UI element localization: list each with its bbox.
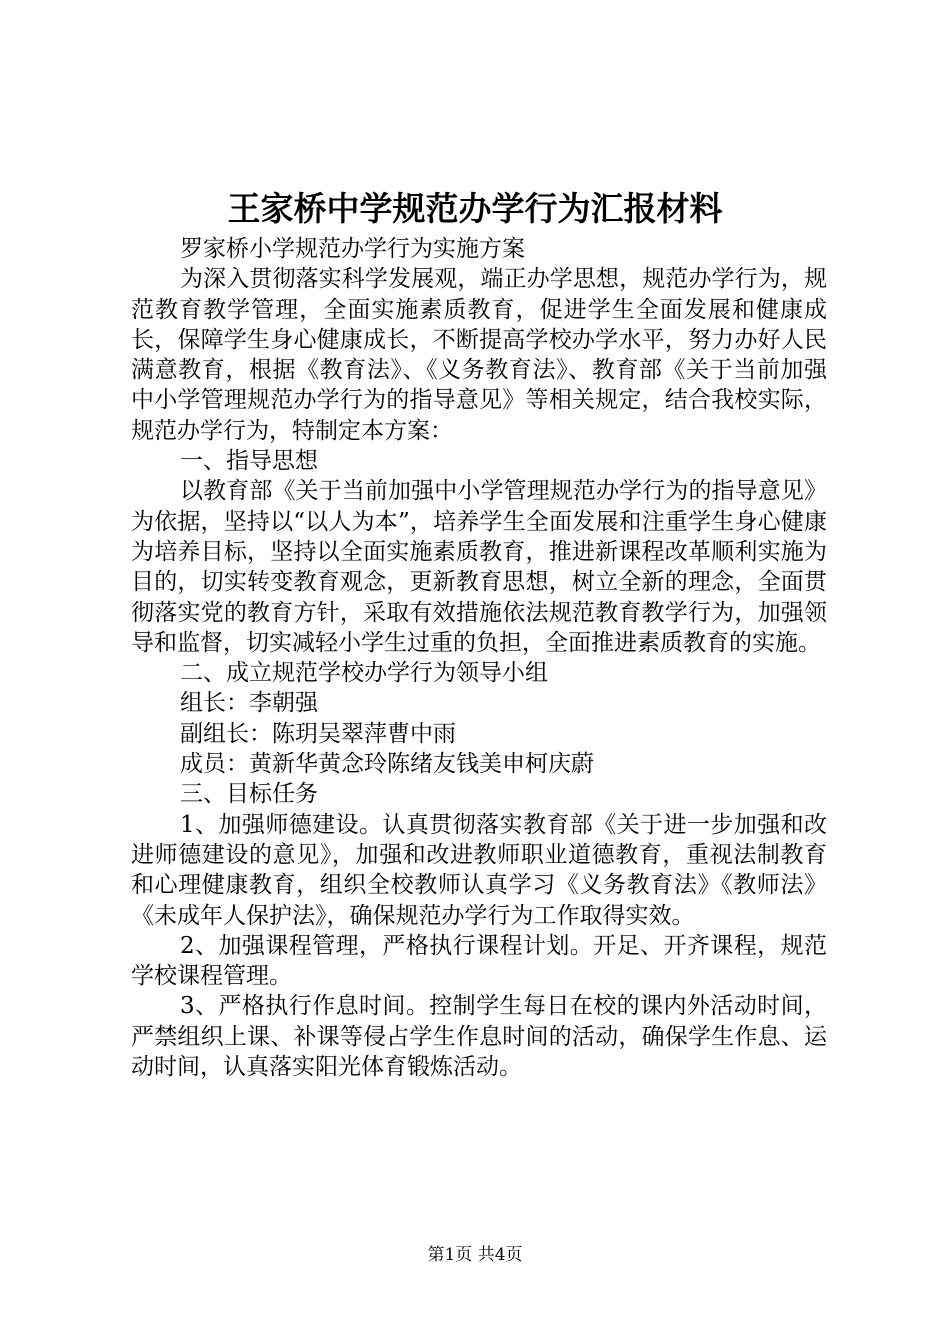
section-heading-goals: 三、目标任务 — [180, 781, 318, 808]
document-body — [131, 234, 827, 1082]
section-heading-guiding-thought: 一、指导思想 — [180, 448, 318, 475]
paragraph-subtitle: 罗家桥小学规范办学行为实施方案 — [180, 236, 525, 262]
paragraph-goal-1: 1、加强师德建设。认真贯彻落实教育部《关于进一步加强和改进师德建设的意见》，加强和改进教师职业道德教育，重视法制教育和心理健康教育，组织全校教师认真学习《义务教育法》《教师法》《未成年人保护法》，确保规范办学行为工作取得实效。 — [131, 811, 827, 929]
paragraph-intro: 为深入贯彻落实科学发展观，端正办学思想，规范办学行为，规范教育教学管理，全面实施素质教育，促进学生全面发展和健康成长，保障学生身心健康成长，不断提高学校办学水平，努力办好人民满意教育，根据《教育法》、《义务教育法》、教育部《关于当前加强中小学管理规范办学行为的指导意见》等相关规定，结合我校实际，规范办学行为，特制定本方案： — [131, 266, 827, 444]
section-heading-leadership-group: 二、成立规范学校办学行为领导小组 — [180, 660, 548, 687]
paragraph-goal-2: 2、加强课程管理，严格执行课程计划。开足、开齐课程，规范学校课程管理。 — [131, 932, 827, 990]
document-title: 王家桥中学规范办学行为汇报材料 — [227, 189, 723, 228]
paragraph-group-leader: 组长：李朝强 — [180, 690, 318, 717]
page-footer: 第1页 共4页 — [427, 1245, 523, 1265]
paragraph-guiding-thought: 以教育部《关于当前加强中小学管理规范办学行为的指导意见》为依据，坚持以“以人为本”，培养学生全面发展和注重学生身心健康为培养目标，坚持以全面实施素质教育，推进新课程改革顺利实施为目的，切实转变教育观念，更新教育思想，树立全新的理念，全面贯彻落实党的教育方针，采取有效措施依法规范教育教学行为，加强领导和监督，切实减轻小学生过重的负担，全面推进素质教育的实施。 — [131, 478, 827, 656]
paragraph-goal-3: 3、严格执行作息时间。控制学生每日在校的课内外活动时间，严禁组织上课、补课等侵占学生作息时间的活动，确保学生作息、运动时间，认真落实阳光体育锻炼活动。 — [131, 993, 827, 1081]
paragraph-deputy-leaders: 副组长：陈玥吴翠萍曹中雨 — [180, 720, 456, 747]
paragraph-members: 成员：黄新华黄念玲陈绪友钱美申柯庆蔚 — [180, 751, 594, 778]
